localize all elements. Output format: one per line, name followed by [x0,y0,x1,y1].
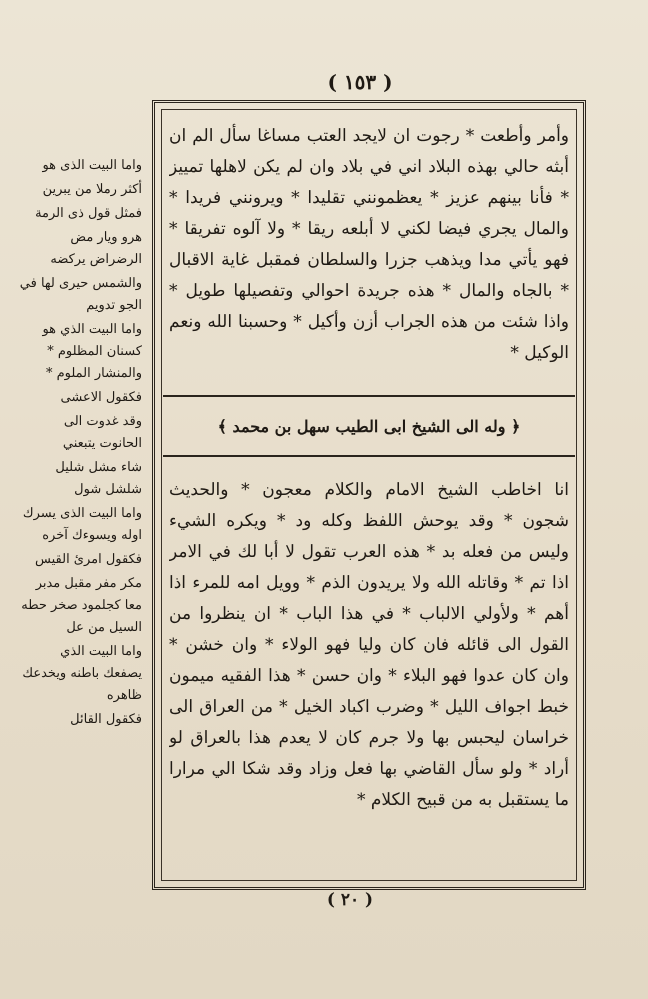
signature-number: ( ٢٠ ) [326,890,374,910]
divider-bottom [163,455,575,457]
margin-note: واما البيت الذى هو [42,158,142,173]
margin-note: هرو ويار مض الرضراض يركضه [50,230,142,267]
main-passage: انا اخاطب الشيخ الامام والكلام معجون * والحديث شجون * وقد يوحش اللفظ وكله ود * ويكره الشيء وليس من فعله بد * هذه العرب تقول لا أبا لك في الامر اذا تم * وقاتله الله ولا يريدون الذم * وويل امه للمرء اذا أهم * ولأولي الالباب * في هذا الباب * ان ينظروا من القول الى قائله فان كان وليا فهو الولاء * وان خشن * وان كان عدوا فهو البلاء * وان حسن * هذا الفقيه ميمون خبط اجواف الليل * وضرب اكباد الخيل * من العراق الى خراسان ليحبس بها ولا جرم كان لا يعدم هذا بالعراق لو أراد * ولو سأل القاضي بها فعل وزاد وقد شكا الي مرارا ما يستقبل به من قبيح الكلام * [169,480,569,810]
margin-note: والشمس حيرى لها في الجو تدويم [19,276,142,313]
margin-note: واما البيت الذي يصفعك باطنه ويخدعك ظاهره [22,644,142,703]
margin-notes [18,155,142,805]
margin-note: فمثل قول ذى الرمة [35,206,142,221]
margin-note: مكر مفر مقبل مدبر معا كجلمود صخر حطه السيل من عل [21,576,142,635]
margin-note: واما البيت الذى يسرك اوله ويسوءك آخره [22,506,142,543]
margin-note: فكقول امرئ القيس [35,552,142,567]
page-number: ( ١٥٣ ) [327,70,393,94]
margin-note: فكقول القائل [70,712,142,727]
divider-top [163,395,575,397]
section-heading: ﴿ وله الى الشيخ ابى الطيب سهل بن محمد ﴾ [217,417,521,436]
top-passage: وأمر وأطعت * رجوت ان لايجد العتب مساغا سأل الم ان أبثه حالي بهذه البلاد اني في بلاد وان لم يكن لاهلها تمييز * فأنا بينهم عزيز * يعظمونني تقليدا * ويرونني فريدا * والمال يجري فيضا لكني لا أبلعه ريقا * ولا آلوه تفريقا * فهو يأتي مدا ويذهب جزرا والسلطان فمقبل غاية الاقبال * بالجاه والمال * هذه جريدة احوالي وتفصيلها طويل * واذا شئت من هذه الجراب أزن وأكيل * وحسبنا الله ونعم الوكيل * [169,126,569,363]
margin-note: واما البيت الذي هو كسنان المظلوم * والمنشار الملوم * [42,322,142,381]
text-frame [152,100,586,890]
margin-note: شاء مشل شليل شلشل شول [55,460,142,497]
margin-note: أكثر رملا من يبرين [42,182,142,197]
margin-note: فكقول الاعشى [60,390,142,405]
margin-note: وقد غدوت الى الحانوت يتبعني [62,414,142,451]
